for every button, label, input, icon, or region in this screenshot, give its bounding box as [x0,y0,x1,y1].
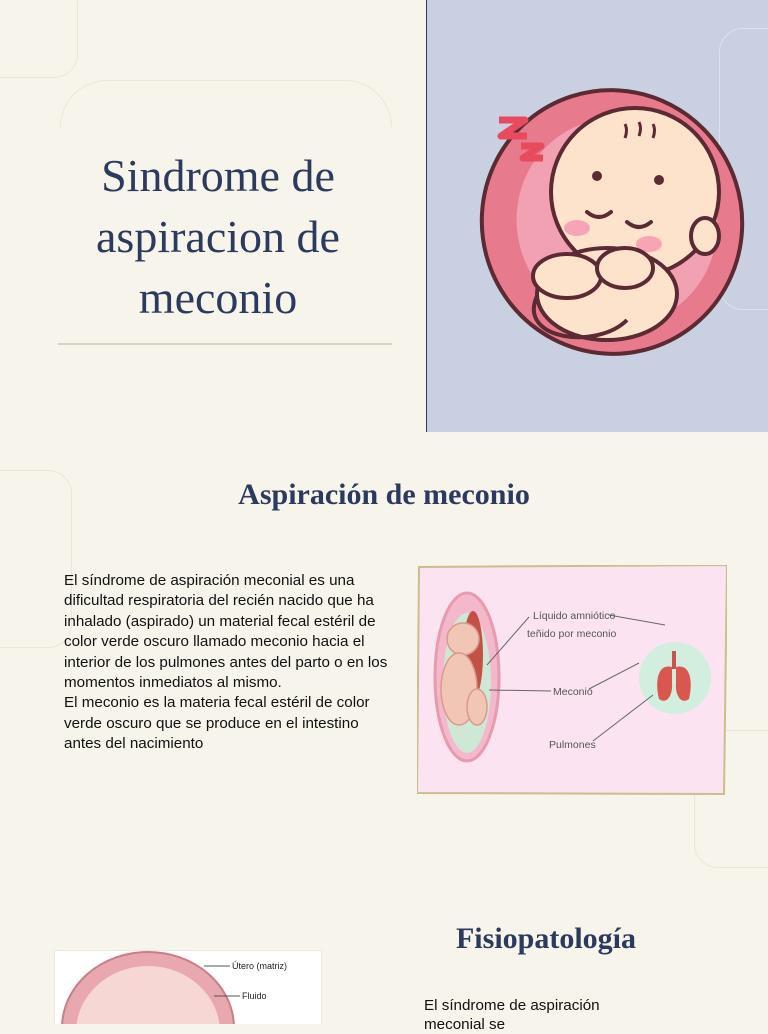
section-body: El síndrome de aspiración meconial se [424,997,600,1033]
page-title: Sindrome de aspiracion de meconio [96,150,340,323]
label-uterus: Útero (matriz) [232,961,288,971]
label-meconium: Meconio [553,686,593,698]
body-paragraph: El meconio es la materia fecal estéril de color verde oscuro que se produce en el intestino antes del nacimiento [64,694,370,753]
uterus-icon [435,593,499,761]
label-lungs: Pulmones [549,739,596,751]
illustration-panel [426,0,768,432]
section-heading: Fisiopatología [455,922,636,955]
section-heading: Aspiración de meconio [238,478,530,511]
title-divider [58,343,392,345]
body-paragraph: El síndrome de aspiración meconial es una dificultad respiratoria del recién nacido que ha inhalado (aspirado) un material fecal estéril de color verde oscuro llamado meconio hacia el interior de los pulmones antes del parto o en los momentos inmediatos al mismo. [64,572,388,692]
label-amniotic-fluid-2: teñido por meconio [527,628,617,640]
uterus-diagram [54,950,322,1024]
label-fluid: Fluido [242,991,267,1001]
sleeping-fetus-icon [427,0,768,432]
section-body [64,571,396,755]
decor-outline [60,80,392,127]
meconium-diagram [417,565,727,795]
label-amniotic-fluid: Líquido amniótico [533,610,616,622]
decor-outline [0,0,78,78]
